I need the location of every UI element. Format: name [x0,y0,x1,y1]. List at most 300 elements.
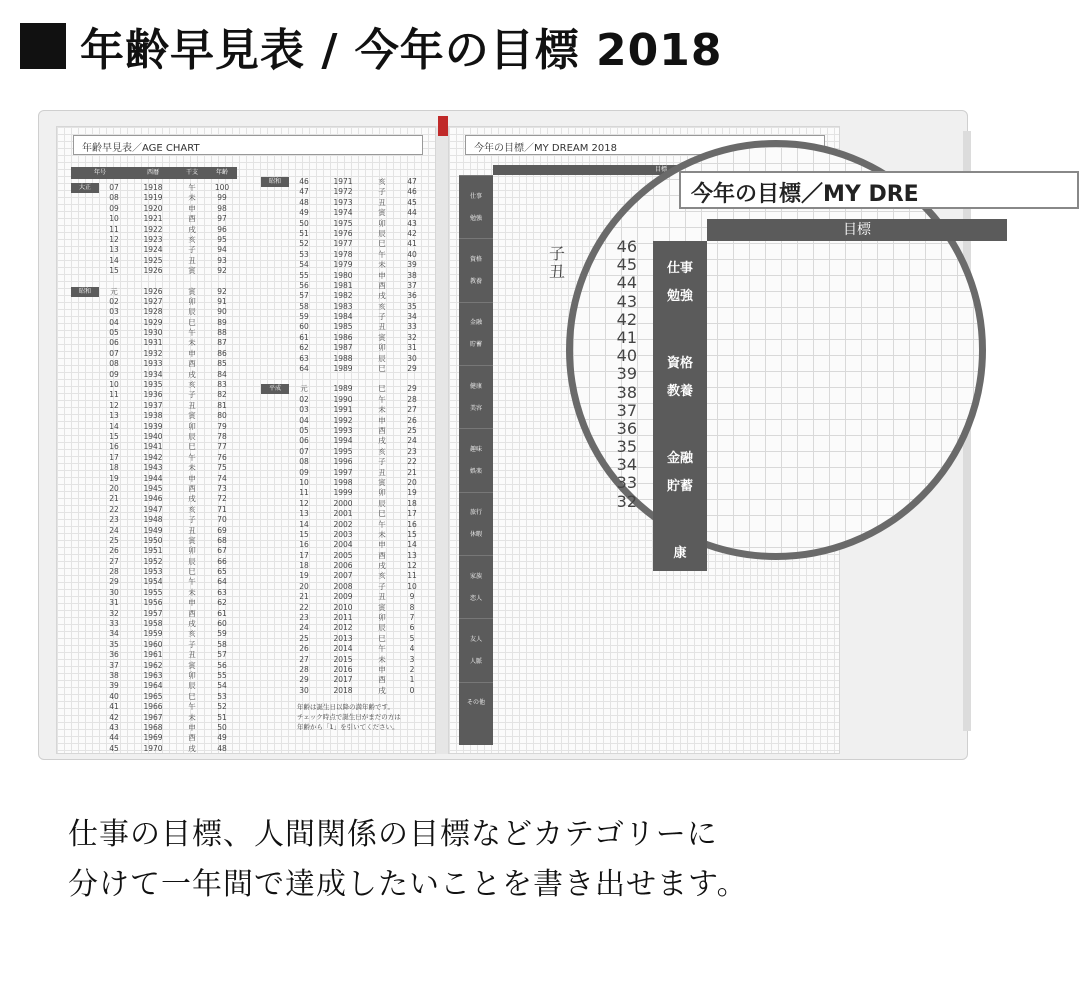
age: 98 [217,203,227,213]
era-year: 33 [109,619,119,629]
zodiac: 子 [188,515,196,525]
zodiac: 卯 [378,343,386,353]
age: 100 [214,183,230,192]
western-year: 1989 [333,384,353,394]
zodiac: 戌 [378,685,386,695]
age: 73 [217,483,227,493]
western-year: 1996 [333,457,353,467]
zodiac: 巳 [378,633,386,643]
era-blank [71,474,99,484]
era-year: 08 [109,193,119,203]
era-year: 10 [109,214,119,224]
age: 77 [217,442,227,452]
age: 71 [217,504,227,514]
age-row [71,650,237,660]
western-year: 1926 [143,266,163,276]
age: 29 [407,364,417,374]
goal-category [459,555,493,618]
zoom-category-sidebar [653,241,707,571]
goal-category-label: 教養 [469,277,482,285]
zodiac: 申 [188,722,196,732]
western-year: 1967 [143,712,163,722]
era-year: 05 [299,425,309,435]
zodiac: 午 [188,183,196,192]
era-year: 03 [299,405,309,415]
western-year: 2012 [333,623,353,633]
era-blank [261,623,289,633]
era-year: 07 [109,348,119,358]
age-row [71,484,237,494]
western-year: 1974 [333,208,353,218]
goal-category-label: 人脈 [469,657,482,665]
era-blank [71,650,99,660]
age-row [71,307,237,317]
era-blank [261,468,289,478]
era-year: 17 [299,550,309,560]
era-blank [71,307,99,317]
era-year: 25 [299,633,309,643]
age: 78 [217,431,227,441]
age: 23 [407,446,417,456]
zodiac: 子 [188,245,196,255]
age-row [261,426,427,436]
goal-category-sidebar [459,175,493,745]
zodiac: 寅 [378,208,386,218]
era-year: 44 [109,733,119,743]
goal-category [459,618,493,681]
era-year: 03 [109,307,119,317]
age: 32 [407,332,417,342]
age-row [261,333,427,343]
age: 81 [217,400,227,410]
zodiac: 午 [378,394,386,404]
zodiac: 未 [188,193,196,203]
age-row [71,526,237,536]
era-blank [71,577,99,587]
zodiac: 卯 [378,613,386,623]
zodiac: 卯 [188,421,196,431]
age-row [261,540,427,550]
era-blank [71,318,99,328]
western-year: 1959 [143,629,163,639]
western-year: 1965 [143,691,163,701]
age-row [71,432,237,442]
era-blank [71,359,99,369]
age-chart-header [71,167,237,179]
goal-category-label: 健康 [469,382,482,390]
era-year: 09 [109,203,119,213]
age-row [261,271,427,281]
zoom-age: 41 [616,327,637,347]
zodiac: 丑 [378,322,386,332]
age: 61 [217,608,227,618]
age: 56 [217,660,227,670]
western-year: 1953 [143,567,163,577]
zodiac: 未 [188,463,196,473]
western-year: 2016 [333,664,353,674]
age-row [261,561,427,571]
era-year: 15 [109,266,119,276]
era-blank [71,557,99,567]
age-row [71,505,237,515]
western-year: 1961 [143,650,163,660]
western-year: 1956 [143,598,163,608]
zodiac: 申 [188,348,196,358]
era-blank [71,661,99,671]
era-year: 08 [109,359,119,369]
age-row [71,411,237,421]
square-bullet-icon [20,23,66,69]
western-year: 2003 [333,529,353,539]
era-blank [71,432,99,442]
age-row [261,405,427,415]
zodiac: 午 [188,702,196,712]
zodiac: 辰 [188,556,196,566]
zoom-title: 今年の目標／MY DRE [679,171,1079,209]
era-year: 04 [109,317,119,327]
age: 60 [217,619,227,629]
zoom-category-label: 仕事 [666,261,693,276]
era-year: 34 [109,629,119,639]
age: 24 [407,436,417,446]
western-year: 1997 [333,467,353,477]
era-badge: 平成 [261,384,289,394]
age-row [261,488,427,498]
age: 19 [407,488,417,498]
age-row [261,302,427,312]
zoom-age: 45 [616,255,637,275]
western-year: 1948 [143,515,163,525]
western-year: 2004 [333,540,353,550]
age: 62 [217,598,227,608]
age-row [71,422,237,432]
western-year: 1986 [333,332,353,342]
era-year: 17 [109,452,119,462]
age: 0 [409,685,415,695]
age: 95 [217,234,227,244]
western-year: 1945 [143,483,163,493]
age-row [71,235,237,245]
western-year: 1971 [333,177,353,186]
era-year: 22 [109,504,119,514]
western-year: 1985 [333,322,353,332]
age: 21 [407,467,417,477]
age-chart-column-b [261,167,427,696]
western-year: 1992 [333,415,353,425]
age-chart-page [56,126,436,754]
western-year: 1963 [143,670,163,680]
age-row [71,515,237,525]
zodiac: 辰 [378,353,386,363]
age: 67 [217,546,227,556]
zodiac: 戌 [188,619,196,629]
era-blank [71,505,99,515]
western-year: 1979 [333,260,353,270]
era-blank [261,530,289,540]
era-blank [261,499,289,509]
era-year: 45 [109,743,119,753]
western-year: 1964 [143,681,163,691]
era-blank [71,328,99,338]
western-year: 1952 [143,556,163,566]
zodiac: 丑 [188,255,196,265]
era-badge: 昭和 [71,287,99,297]
zodiac: 未 [188,712,196,722]
age: 31 [407,343,417,353]
era-year: 23 [109,515,119,525]
western-year: 1968 [143,722,163,732]
zoom-age-list [549,237,643,511]
age-note-line: チェック時点で誕生日がまだの方は [297,713,401,721]
zodiac: 卯 [378,488,386,498]
era-blank [261,229,289,239]
zodiac: 酉 [188,214,196,224]
era-blank [71,526,99,536]
era-blank [71,204,99,214]
age: 54 [217,681,227,691]
age: 93 [217,255,227,265]
age-row [261,322,427,332]
zoom-age: 36 [616,418,637,438]
age: 76 [217,452,227,462]
age: 53 [217,691,227,701]
zodiac: 戌 [188,743,196,753]
era-year: 37 [109,660,119,670]
era-year: 元 [110,286,118,296]
era-year: 26 [109,546,119,556]
western-year: 1935 [143,380,163,390]
era-blank [71,629,99,639]
age-row [71,380,237,390]
era-blank [71,598,99,608]
western-year: 1990 [333,394,353,404]
age: 39 [407,260,417,270]
era-blank [261,426,289,436]
goals-title: 今年の目標／MY DREAM 2018 [465,135,825,155]
age-row [71,577,237,587]
era-blank [71,338,99,348]
era-blank [261,571,289,581]
age: 96 [217,224,227,234]
zoom-zodiac: 丑 [549,262,566,281]
western-year: 1918 [143,183,163,192]
western-year: 1943 [143,463,163,473]
western-year: 1922 [143,224,163,234]
age-row [71,588,237,598]
age-row [71,266,237,276]
zodiac: 申 [188,598,196,608]
era-year: 54 [299,260,309,270]
age: 10 [407,581,417,591]
western-year: 2010 [333,602,353,612]
era-blank [261,405,289,415]
zoom-zodiac: 子 [549,244,566,263]
era-year: 43 [109,722,119,732]
age-row [261,509,427,519]
zoom-age: 38 [616,382,637,402]
age: 16 [407,519,417,529]
age-row [71,567,237,577]
era-blank [261,582,289,592]
goal-category-label: 友人 [469,635,482,643]
zodiac: 亥 [188,504,196,514]
era-blank [261,488,289,498]
zodiac: 丑 [188,650,196,660]
western-year: 1926 [143,286,163,296]
age-row [71,297,237,307]
western-year: 1929 [143,317,163,327]
zoom-category-label: 教養 [666,384,693,399]
era-year: 32 [109,608,119,618]
zodiac: 丑 [378,197,386,207]
western-year: 2015 [333,654,353,664]
age: 8 [409,602,415,612]
age: 11 [407,571,417,581]
zodiac: 亥 [188,234,196,244]
era-blank [71,256,99,266]
era-blank [71,235,99,245]
era-year: 27 [109,556,119,566]
age-note-line: 年齢は誕生日以降の満年齢です。 [297,703,394,711]
zodiac: 巳 [378,384,386,394]
era-year: 30 [299,685,309,695]
age-row [71,546,237,556]
age-row [71,536,237,546]
zoom-category-label: 資格 [666,356,693,371]
zodiac: 寅 [188,286,196,296]
age-chart-header-cell: 年号 [71,167,129,179]
age: 59 [217,629,227,639]
age: 47 [407,177,417,186]
western-year: 1993 [333,425,353,435]
era-blank [71,515,99,525]
era-blank [71,422,99,432]
goal-category-label: 美容 [469,404,482,412]
age-row [261,436,427,446]
age-row [261,582,427,592]
age: 6 [409,623,415,633]
era-blank [71,640,99,650]
caption [68,810,748,910]
age-row [261,468,427,478]
zodiac: 午 [188,577,196,587]
western-year: 1937 [143,400,163,410]
age: 7 [409,613,415,623]
zodiac: 午 [188,452,196,462]
age: 64 [217,577,227,587]
western-year: 1980 [333,270,353,280]
zodiac: 未 [378,260,386,270]
era-blank [71,453,99,463]
era-blank [71,713,99,723]
age-row [71,442,237,452]
zodiac: 寅 [378,332,386,342]
age-row [261,447,427,457]
zoom-category [653,350,707,406]
era-blank [71,225,99,235]
era-year: 09 [299,467,309,477]
western-year: 1944 [143,473,163,483]
age-row [71,370,237,380]
age: 74 [217,473,227,483]
era-blank [261,436,289,446]
zodiac: 辰 [378,498,386,508]
western-year: 2014 [333,644,353,654]
spacer [261,374,427,384]
age-row [261,177,427,187]
goal-category-label: 恋人 [469,594,482,602]
western-year: 1994 [333,436,353,446]
age-row [261,384,427,394]
age-row [261,364,427,374]
zodiac: 卯 [188,546,196,556]
era-blank [71,370,99,380]
age-row [71,193,237,203]
goal-category [459,492,493,555]
era-blank [71,214,99,224]
zodiac: 辰 [378,228,386,238]
western-year: 1981 [333,280,353,290]
era-blank [261,239,289,249]
era-year: 10 [109,380,119,390]
caption-line: 分けて一年間で達成したいことを書き出せます。 [68,867,748,902]
age-row [71,287,237,297]
age: 48 [217,743,227,753]
western-year: 1950 [143,535,163,545]
zoom-category-label: 康 [673,546,687,561]
era-year: 47 [299,187,309,197]
age: 15 [407,529,417,539]
era-blank [71,588,99,598]
zodiac: 亥 [188,380,196,390]
zodiac: 戌 [378,561,386,571]
age-row [71,640,237,650]
era-blank [261,322,289,332]
age-row [71,702,237,712]
zoom-category-label: 勉強 [666,289,693,304]
age: 30 [407,353,417,363]
age-row [71,609,237,619]
era-year: 49 [299,208,309,218]
goal-category-label: 娯楽 [469,467,482,475]
era-year: 04 [299,415,309,425]
era-year: 21 [299,592,309,602]
zodiac: 申 [378,540,386,550]
western-year: 1947 [143,504,163,514]
age-row [71,453,237,463]
era-year: 23 [299,613,309,623]
era-blank [261,540,289,550]
era-year: 61 [299,332,309,342]
age: 55 [217,670,227,680]
era-year: 19 [299,571,309,581]
era-blank [261,592,289,602]
era-year: 42 [109,712,119,722]
age-row [261,229,427,239]
western-year: 2007 [333,571,353,581]
zodiac: 酉 [188,733,196,743]
western-year: 1941 [143,442,163,452]
era-year: 07 [109,183,119,192]
age: 50 [217,722,227,732]
zodiac: 巳 [188,442,196,452]
zodiac: 酉 [378,675,386,685]
western-year: 1934 [143,369,163,379]
western-year: 1966 [143,702,163,712]
era-year: 12 [109,400,119,410]
age: 40 [407,249,417,259]
zodiac: 未 [378,405,386,415]
